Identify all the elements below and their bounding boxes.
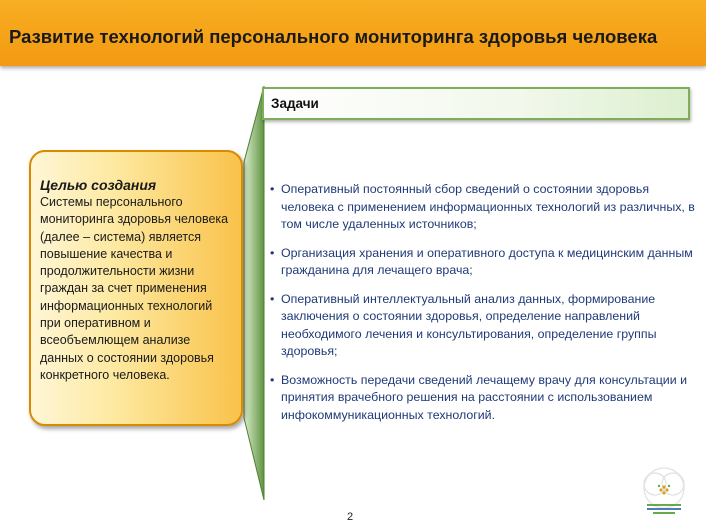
task-item [270,372,695,425]
logo-icon [633,466,695,518]
task-text: Возможность передачи сведений лечащему врачу для консультации и принятия врачебного решения на расстоянии с использованием инфокоммуникационных технологий. [281,372,687,422]
task-text: Организация хранения и оперативного доступа к медицинским данным гражданина для лечащего врача; [281,245,693,277]
tasks-label: Задачи [271,96,319,111]
bullet-icon: • [270,245,275,260]
tasks-list [270,181,695,435]
task-item [270,245,695,280]
goal-text: Системы персонального мониторинга здоровья человека (далее – система) является повышение качества и продолжительности жизни граждан за счет применения информационных технологий при оперативном и всеобъемлющем анализе данных о состоянии здоровья конкретного человека. [40,195,229,382]
task-item [270,291,695,361]
goal-box [29,150,243,426]
bullet-icon: • [270,291,275,306]
tasks-header [262,87,690,120]
task-text: Оперативный интеллектуальный анализ данных, формирование заключения о состоянии здоровья, определение направлений необходимого лечения и консультирования, определение группы здоровья; [281,291,657,358]
task-item [270,181,695,234]
task-text: Оперативный постоянный сбор сведений о состоянии здоровья человека с применением информационных технологий из различных, в том числе удаленных источников; [281,182,695,231]
page-title: Развитие технологий персонального мониторинга здоровья человека [9,26,658,47]
goal-heading: Целью создания [40,177,157,193]
bullet-icon: • [270,372,275,387]
bullet-icon: • [270,182,275,196]
page-number: 2 [347,511,354,523]
